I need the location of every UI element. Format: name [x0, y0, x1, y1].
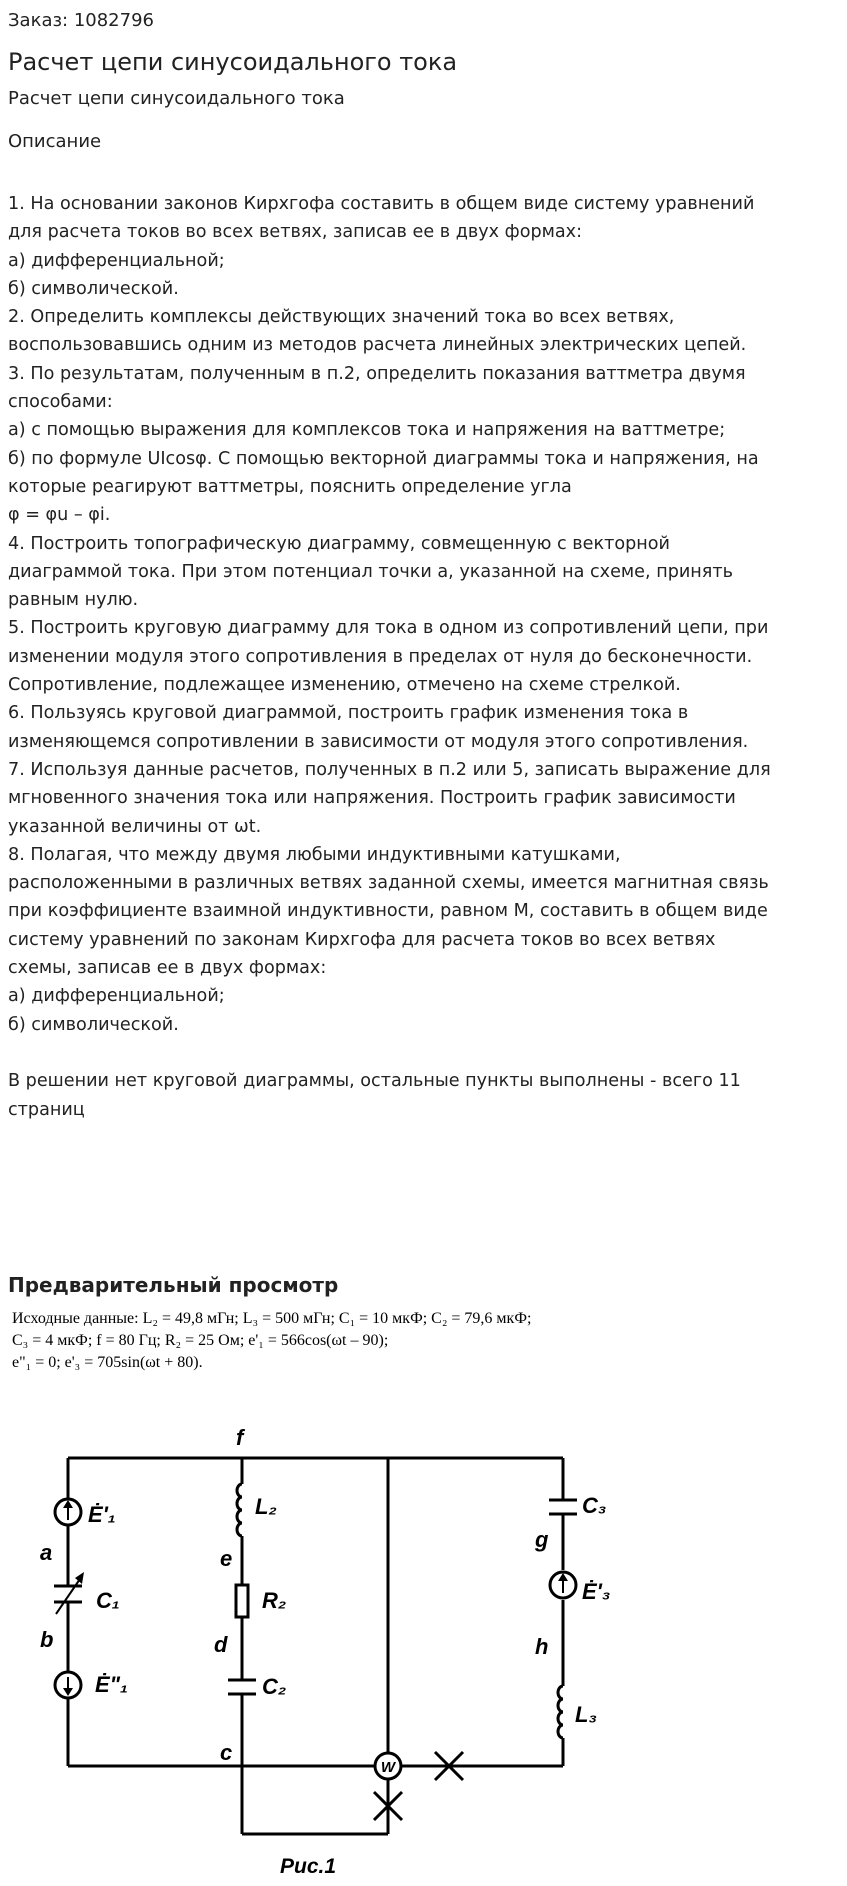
description-line: которые реагируют ваттметры, пояснить определение угла	[8, 476, 572, 497]
node-e-label: e	[220, 1546, 233, 1571]
description-line: б) символической.	[8, 278, 179, 299]
e1-double-prime-source-icon	[55, 1672, 81, 1698]
node-g-label: g	[535, 1527, 549, 1552]
description-line: изменении модуля этого сопротивления в пределах от нуля до бесконечности.	[8, 646, 753, 667]
description-line: б) символической.	[8, 1014, 179, 1035]
circuit-wires	[68, 1458, 563, 1834]
l2-inductor-icon	[237, 1484, 242, 1536]
description-line: Сопротивление, подлежащее изменению, отмечено на схеме стрелкой.	[8, 675, 681, 696]
c3-label: C₃	[582, 1493, 607, 1518]
node-b-label: b	[40, 1627, 54, 1652]
node-h-label: h	[535, 1634, 549, 1659]
description-line: а) дифференциальной;	[8, 250, 225, 271]
description-line: б) по формуле UIcosφ. С помощью векторной диаграммы тока и напряжения, на	[8, 448, 759, 469]
order-number: Заказ: 1082796	[8, 10, 154, 31]
description-lines	[8, 190, 838, 1039]
page-title: Расчет цепи синусоидального тока	[8, 48, 458, 76]
description-text	[8, 190, 838, 1124]
l3-label: L₃	[575, 1702, 597, 1727]
c1-label: C₁	[96, 1588, 120, 1613]
description-heading: Описание	[8, 131, 102, 152]
given-data	[12, 1308, 531, 1374]
description-line: 8. Полагая, что между двумя любыми индуктивными катушками,	[8, 844, 621, 865]
description-line: систему уравнений по законам Кирхгофа для расчета токов во всех ветвях	[8, 929, 716, 950]
description-line: схемы, записав ее в двух формах:	[8, 958, 327, 979]
e3-prime-source-icon	[550, 1572, 576, 1598]
e1-prime-label: Ė'₁	[88, 1502, 116, 1527]
description-line: φ = φu – φi.	[8, 505, 111, 526]
description-line: 4. Построить топографическую диаграмму, совмещенную с векторной	[8, 533, 670, 554]
description-line: равным нулю.	[8, 590, 139, 611]
circuit-diagram	[0, 1390, 640, 1886]
r2-label: R₂	[262, 1588, 287, 1613]
description-line: указанной величины от ωt.	[8, 816, 262, 837]
description-line: способами:	[8, 392, 113, 413]
note-line: страниц	[8, 1099, 85, 1120]
description-line: 5. Построить круговую диаграмму для тока в одном из сопротивлений цепи, при	[8, 618, 769, 639]
description-line: расположенными в различных ветвях заданной схемы, имеется магнитная связь	[8, 873, 769, 894]
node-c-label: c	[220, 1740, 233, 1765]
given-data-line: Исходные данные: L₂ = 49,8 мГн; L₃ = 500 мГн; C₁ = 10 мкФ; C₂ = 79,6 мкФ;	[12, 1310, 532, 1327]
description-line: для расчета токов во всех ветвях, записав ее в двух формах:	[8, 222, 583, 243]
description-line: а) дифференциальной;	[8, 986, 225, 1007]
note-line: В решении нет круговой диаграммы, остальные пункты выполнены - всего 11	[8, 1071, 741, 1092]
description-line: 6. Пользуясь круговой диаграммой, построить график изменения тока в	[8, 703, 689, 724]
description-line: 2. Определить комплексы действующих значений тока во всех ветвях,	[8, 307, 675, 328]
given-data-line: C₃ = 4 мкФ; f = 80 Гц; R₂ = 25 Ом; e'₁ = 566cos(ωt – 90);	[12, 1332, 389, 1349]
description-line: диаграммой тока. При этом потенциал точки а, указанной на схеме, принять	[8, 561, 734, 582]
description-line: изменяющемся сопротивлении в зависимости от модуля этого сопротивления.	[8, 731, 749, 752]
wattmeter-icon	[375, 1753, 401, 1779]
c3-capacitor-icon	[549, 1500, 577, 1514]
preview-heading: Предварительный просмотр	[8, 1273, 339, 1297]
c2-label: C₂	[262, 1674, 287, 1699]
r2-resistor-icon	[236, 1585, 248, 1617]
description-line: 1. На основании законов Кирхгофа составить в общем виде систему уравнений	[8, 194, 755, 214]
c2-capacitor-icon	[228, 1680, 256, 1694]
page-subtitle: Расчет цепи синусоидального тока	[8, 88, 345, 109]
description-line: воспользовавшись одним из методов расчета линейных электрических цепей.	[8, 335, 747, 356]
description-line: 3. По результатам, полученным в п.2, определить показания ваттметра двумя	[8, 363, 746, 384]
description-line: при коэффициенте взаимной индуктивности, равном M, составить в общем виде	[8, 901, 768, 922]
given-data-line: e"₁ = 0; e'₃ = 705sin(ωt + 80).	[12, 1354, 203, 1371]
l2-label: L₂	[255, 1494, 277, 1519]
l3-inductor-icon	[558, 1686, 563, 1738]
description-line: а) с помощью выражения для комплексов тока и напряжения на ваттметре;	[8, 420, 726, 441]
description-line: мгновенного значения тока или напряжения. Построить график зависимости	[8, 788, 736, 809]
e3-prime-label: Ė'₃	[582, 1579, 611, 1604]
e1-double-prime-label: Ė"₁	[95, 1672, 128, 1697]
node-a-label: a	[40, 1540, 53, 1565]
figure-caption: Рис.1	[280, 1855, 337, 1878]
description-note	[8, 1067, 838, 1124]
wattmeter-label: W	[380, 1759, 396, 1776]
node-d-label: d	[214, 1632, 228, 1657]
description-line: 7. Используя данные расчетов, полученных в п.2 или 5, записать выражение для	[8, 759, 771, 780]
node-f-label: f	[236, 1425, 244, 1450]
e1-prime-source-icon	[55, 1499, 81, 1525]
